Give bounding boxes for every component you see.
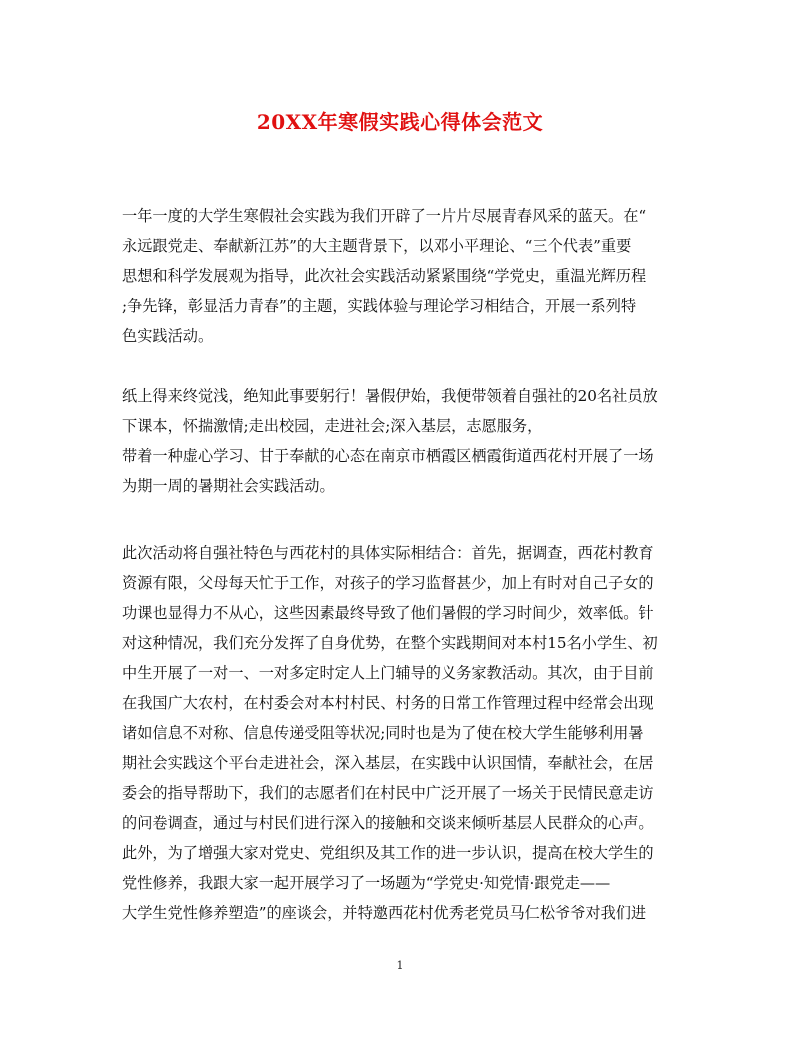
paragraph-line: 永远跟党走、奉献新江苏”的大主题背景下，以邓小平理论、“三个代表”重要 (122, 237, 632, 255)
paragraph-2 (122, 381, 682, 501)
paragraph-line: 资源有限，父母每天忙于工作，对孩子的学习监督甚少，加上有时对自己子女的 (122, 574, 654, 592)
paragraph-line: 纸上得来终觉浅，绝知此事要躬行！暑假伊始，我便带领着自强社的20名社员放 (122, 387, 658, 405)
paragraph-line: 党性修养，我跟大家一起开展学习了一场题为“学党史·知党情·跟党走—— (122, 874, 611, 892)
paragraph-line: 大学生党性修养塑造”的座谈会，并特邀西花村优秀老党员马仁松爷爷对我们进 (122, 904, 647, 922)
paragraph-line: 一年一度的大学生寒假社会实践为我们开辟了一片片尽展青春风采的蓝天。在“ (122, 207, 647, 225)
paragraph-line: 期社会实践这个平台走进社会，深入基层，在实践中认识国情，奉献社会，在居 (122, 754, 654, 772)
paragraph-line: 下课本，怀揣激情;走出校园，走进社会;深入基层，志愿服务， (122, 417, 543, 435)
paragraph-line: 的问卷调查，通过与村民们进行深入的接触和交谈来倾听基层人民群众的心声。 (122, 814, 654, 832)
paragraph-line: 色实践活动。 (122, 327, 214, 345)
paragraph-line: ;争先锋，彰显活力青春”的主题，实践体验与理论学习相结合，开展一系列特 (122, 297, 637, 315)
paragraph-line: 在我国广大农村，在村委会对本村村民、村务的日常工作管理过程中经常会出现 (122, 694, 654, 712)
page-number: 1 (396, 959, 404, 972)
paragraph-line: 此次活动将自强社特色与西花村的具体实际相结合：首先，据调查，西花村教育 (122, 544, 654, 562)
document-title: 20XX年寒假实践心得体会范文 (256, 110, 544, 134)
paragraph-line: 带着一种虚心学习、甘于奉献的心态在南京市栖霞区栖霞街道西花村开展了一场 (122, 447, 654, 465)
paragraph-line: 功课也显得力不从心，这些因素最终导致了他们暑假的学习时间少，效率低。针 (122, 604, 654, 622)
paragraph-line: 委会的指导帮助下，我们的志愿者们在村民中广泛开展了一场关于民情民意走访 (122, 784, 654, 802)
paragraph-line: 思想和科学发展观为指导，此次社会实践活动紧紧围绕“学党史，重温光辉历程 (122, 267, 647, 285)
paragraph-3 (122, 538, 682, 928)
paragraph-line: 为期一周的暑期社会实践活动。 (122, 477, 335, 495)
paragraph-line: 中生开展了一对一、一对多定时定人上门辅导的义务家教活动。其次，由于目前 (122, 664, 654, 682)
paragraph-line: 对这种情况，我们充分发挥了自身优势，在整个实践期间对本村15名小学生、初 (122, 634, 658, 652)
paragraph-line: 此外，为了增强大家对党史、党组织及其工作的进一步认识，提高在校大学生的 (122, 844, 654, 862)
paragraph-line: 诸如信息不对称、信息传递受阻等状况;同时也是为了使在校大学生能够利用暑 (122, 724, 644, 742)
paragraph-1 (122, 201, 682, 351)
